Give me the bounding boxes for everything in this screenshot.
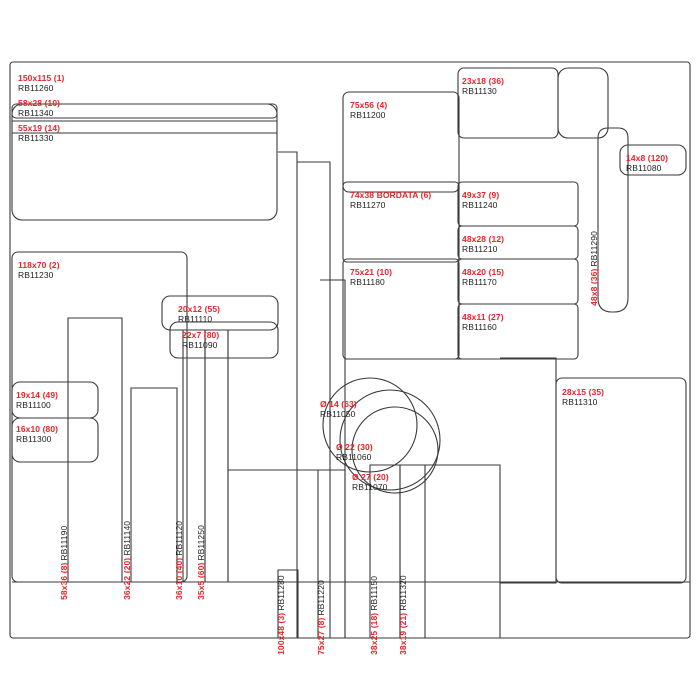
- part-code: RB11270: [350, 199, 386, 210]
- part-dimension: 75x56 (4): [350, 100, 388, 110]
- part-code: RB11130: [462, 85, 497, 96]
- part-dimension: 48x20 (15): [462, 267, 505, 277]
- part-dimension: 38x19 (21): [398, 612, 409, 655]
- part-code: RB11320: [398, 575, 409, 611]
- part-dimension: 35x5 (60): [196, 562, 207, 600]
- part-label-rb11250: [189, 525, 207, 600]
- part-dimension: 28x15 (35): [562, 387, 605, 397]
- part-dimension: 49x37 (9): [462, 190, 500, 200]
- part-label-rb11080: [626, 154, 668, 173]
- part-label-rb11260: [18, 74, 64, 93]
- part-code: RB11240: [462, 199, 498, 210]
- part-label-rb11270: [350, 191, 431, 210]
- part-code: RB11260: [18, 82, 54, 93]
- part-label-rb11160: [462, 313, 504, 332]
- part-dimension: 75x21 (10): [350, 267, 393, 277]
- part-label-rb11110: [178, 305, 220, 324]
- part-dimension: 19x14 (49): [16, 390, 59, 400]
- part-label-rb11230: [18, 261, 60, 280]
- part-label-rb11190: [52, 526, 70, 600]
- shape-rb11230: [12, 252, 187, 582]
- part-dimension: 16x10 (80): [16, 424, 59, 434]
- part-label-rb11060: [336, 443, 373, 462]
- part-label-rb11290: [582, 231, 600, 306]
- part-code: RB11250: [196, 525, 207, 561]
- part-dimension: 74x38 BORDATA (6): [350, 190, 432, 200]
- part-code: RB11160: [462, 321, 497, 332]
- part-label-rb11210: [462, 235, 504, 254]
- part-label-rb11180: [350, 268, 392, 287]
- part-code: RB11060: [336, 451, 372, 462]
- shape-rb11190: [68, 318, 122, 582]
- part-dimension: 48x28 (12): [462, 234, 505, 244]
- part-dimension: 150x115 (1): [18, 73, 65, 83]
- part-label-rb11200: [350, 101, 387, 120]
- part-code: RB11070: [352, 481, 388, 492]
- part-dimension: 58x28 (10): [18, 98, 61, 108]
- part-label-rb11340: [18, 99, 60, 118]
- part-dimension: 48x8 (36): [589, 268, 600, 306]
- part-code: RB11100: [16, 399, 51, 410]
- block-top-right: [558, 68, 608, 138]
- part-code: RB11210: [462, 243, 498, 254]
- shape-rb11250: [205, 330, 228, 582]
- part-label-rb11310: [562, 388, 604, 407]
- part-code: RB11190: [59, 525, 70, 561]
- part-code: RB11340: [18, 107, 54, 118]
- part-code: RB11310: [562, 396, 598, 407]
- part-dimension: Ø 22 (30): [336, 442, 373, 452]
- part-label-rb11120: [167, 521, 185, 600]
- part-dimension: 36x10 (40): [174, 557, 185, 600]
- part-code: RB11140: [122, 520, 133, 556]
- part-code: RB11230: [18, 269, 54, 280]
- part-label-rb11130: [462, 77, 504, 96]
- part-code: RB11150: [369, 575, 380, 611]
- part-label-rb11140: [115, 521, 133, 600]
- part-label-rb11320: [391, 575, 409, 655]
- part-dimension: 14x8 (120): [626, 153, 669, 163]
- divider-center-top: [278, 152, 297, 638]
- part-dimension: 48x11 (27): [462, 312, 504, 322]
- part-code: RB11330: [18, 132, 54, 143]
- part-dimension: Ø 27 (20): [352, 472, 389, 482]
- part-dimension: 58x36 (8): [59, 562, 70, 600]
- part-label-rb11300: [16, 425, 58, 444]
- band-lower-2: [228, 330, 278, 582]
- part-label-rb11220: [309, 580, 327, 655]
- part-label-rb11100: [16, 391, 58, 410]
- part-dimension: 36x22 (20): [122, 557, 133, 600]
- part-code: RB11280: [276, 575, 287, 611]
- part-dimension: 75x27 (8): [316, 617, 327, 655]
- part-code: RB11300: [16, 433, 52, 444]
- outer-frame: [10, 62, 690, 638]
- part-dimension: 20x12 (55): [178, 304, 221, 314]
- part-code: RB11080: [626, 162, 662, 173]
- part-dimension: Ø 14 (63): [320, 399, 357, 409]
- part-label-rb11170: [462, 268, 504, 287]
- part-dimension: 55x19 (14): [18, 123, 61, 133]
- part-code: RB11120: [174, 520, 185, 556]
- part-code: RB11090: [182, 339, 218, 350]
- part-code: RB11110: [178, 313, 213, 324]
- part-label-rb11150: [362, 576, 380, 655]
- part-code: RB11050: [320, 408, 356, 419]
- part-code: RB11180: [350, 276, 385, 287]
- part-label-rb11090: [182, 331, 219, 350]
- part-dimension: 118x70 (2): [18, 260, 60, 270]
- shape-rb11290: [598, 128, 628, 312]
- part-label-rb11050: [320, 400, 357, 419]
- part-dimension: 38x25 (18): [369, 612, 380, 655]
- part-label-rb11240: [462, 191, 499, 210]
- part-code: RB11200: [350, 109, 386, 120]
- part-code: RB11290: [589, 231, 600, 267]
- part-dimension: 100x48 (3): [276, 612, 287, 655]
- column-edge-right: [425, 465, 500, 638]
- part-code: RB11170: [462, 276, 497, 287]
- part-label-rb11070: [352, 473, 389, 492]
- part-dimension: 23x18 (36): [462, 76, 505, 86]
- part-label-rb11280: [269, 575, 287, 655]
- part-dimension: 22x7 (80): [182, 330, 220, 340]
- part-code: RB11220: [316, 580, 327, 616]
- part-label-rb11330: [18, 124, 60, 143]
- shape-rb11310: [556, 378, 686, 583]
- right-inner-edge: [500, 358, 556, 583]
